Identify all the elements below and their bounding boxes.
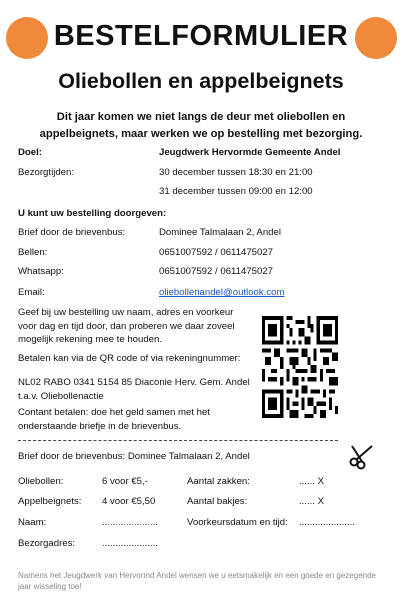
slip-appel-label: Appelbeignets: bbox=[18, 496, 82, 507]
order-heading: U kunt uw bestelling doorgeven: bbox=[18, 208, 167, 219]
page-title: BESTELFORMULIER bbox=[53, 20, 349, 52]
footer-line-1: Namens het Jeugdwerk van Hervormd Andel wensen we u eetsmakelijk en een goede en gezegende bbox=[18, 571, 376, 580]
call-numbers: 0651007592 / 0611475027 bbox=[159, 247, 273, 258]
goal-label: Doel: bbox=[18, 147, 42, 158]
slip-zakken-field[interactable]: ...... X bbox=[299, 476, 325, 487]
scissors-icon bbox=[348, 442, 376, 470]
email-label: Email: bbox=[18, 287, 45, 298]
intro-text bbox=[14, 109, 388, 142]
slip-adres-field[interactable]: ..................... bbox=[102, 538, 158, 549]
slip-voorkeur-field[interactable]: ..................... bbox=[299, 517, 355, 528]
payment-paragraph: Betalen kan via de QR code of via rekeningnummer: bbox=[18, 353, 241, 364]
letter-label: Brief door de brievenbus: bbox=[18, 227, 126, 238]
qr-code-icon bbox=[262, 316, 338, 418]
whatsapp-numbers: 0651007592 / 0611475027 bbox=[159, 266, 273, 277]
cut-line bbox=[18, 440, 338, 441]
time-slot-2: 31 december tussen 09:00 en 12:00 bbox=[159, 186, 313, 197]
slip-oliebollen-label: Oliebollen: bbox=[18, 476, 64, 487]
intro-line-2: appelbeignets, maar werken we op bestelling met bezorging. bbox=[39, 127, 363, 140]
page-subtitle: Oliebollen en appelbeignets bbox=[58, 69, 344, 93]
slip-oliebollen-price: 6 voor €5,- bbox=[102, 476, 148, 487]
cash-line-2: onderstaande briefje in de brievenbus. bbox=[18, 420, 182, 432]
slip-letter-address: Brief door de brievenbus: Dominee Talmalaan 2, Andel bbox=[18, 451, 250, 462]
email-link[interactable]: oliebollenandel@outlook.com bbox=[159, 287, 285, 298]
intro-line-1: Dit jaar komen we niet langs de deur met oliebollen en bbox=[56, 111, 346, 123]
account-line-2: t.a.v. Oliebollenactie bbox=[18, 390, 104, 402]
instructions-line-3: mogelijk rekening mee te houden. bbox=[18, 334, 162, 345]
slip-bakjes-field[interactable]: ...... X bbox=[299, 496, 325, 507]
time-slot-1: 30 december tussen 18:30 en 21:00 bbox=[159, 167, 313, 178]
slip-appel-price: 4 voor €5,50 bbox=[102, 496, 156, 507]
cash-paragraph bbox=[18, 406, 250, 433]
slip-adres-label: Bezorgadres: bbox=[18, 538, 76, 549]
cash-line-1: Contant betalen: doe het geld samen met het bbox=[18, 407, 211, 418]
account-paragraph bbox=[18, 376, 250, 403]
slip-voorkeur-label: Voorkeursdatum en tijd: bbox=[187, 517, 288, 528]
slip-naam-field[interactable]: ..................... bbox=[102, 517, 158, 528]
call-label: Bellen: bbox=[18, 247, 48, 258]
slip-bakjes-label: Aantal bakjes: bbox=[187, 496, 248, 507]
footer-line-2: jaar wisseling toe! bbox=[18, 582, 82, 591]
instructions-line-2: voor dag en tijd door, dan proberen we daar zoveel bbox=[18, 320, 235, 332]
goal-value: Jeugdwerk Hervormde Gemeente Andel bbox=[159, 147, 341, 158]
slip-zakken-label: Aantal zakken: bbox=[187, 476, 250, 487]
slip-naam-label: Naam: bbox=[18, 517, 47, 528]
whatsapp-label: Whatsapp: bbox=[18, 266, 64, 277]
instructions-line-1: Geef bij uw bestelling uw naam, adres en voorkeur bbox=[18, 307, 234, 318]
footer-note bbox=[18, 570, 384, 592]
letter-address: Dominee Talmalaan 2, Andel bbox=[159, 227, 281, 238]
instructions-paragraph bbox=[18, 306, 250, 347]
times-label: Bezorgtijden: bbox=[18, 167, 74, 178]
account-line-1: NL02 RABO 0341 5154 85 Diaconie Herv. Gem. Andel bbox=[18, 377, 250, 388]
